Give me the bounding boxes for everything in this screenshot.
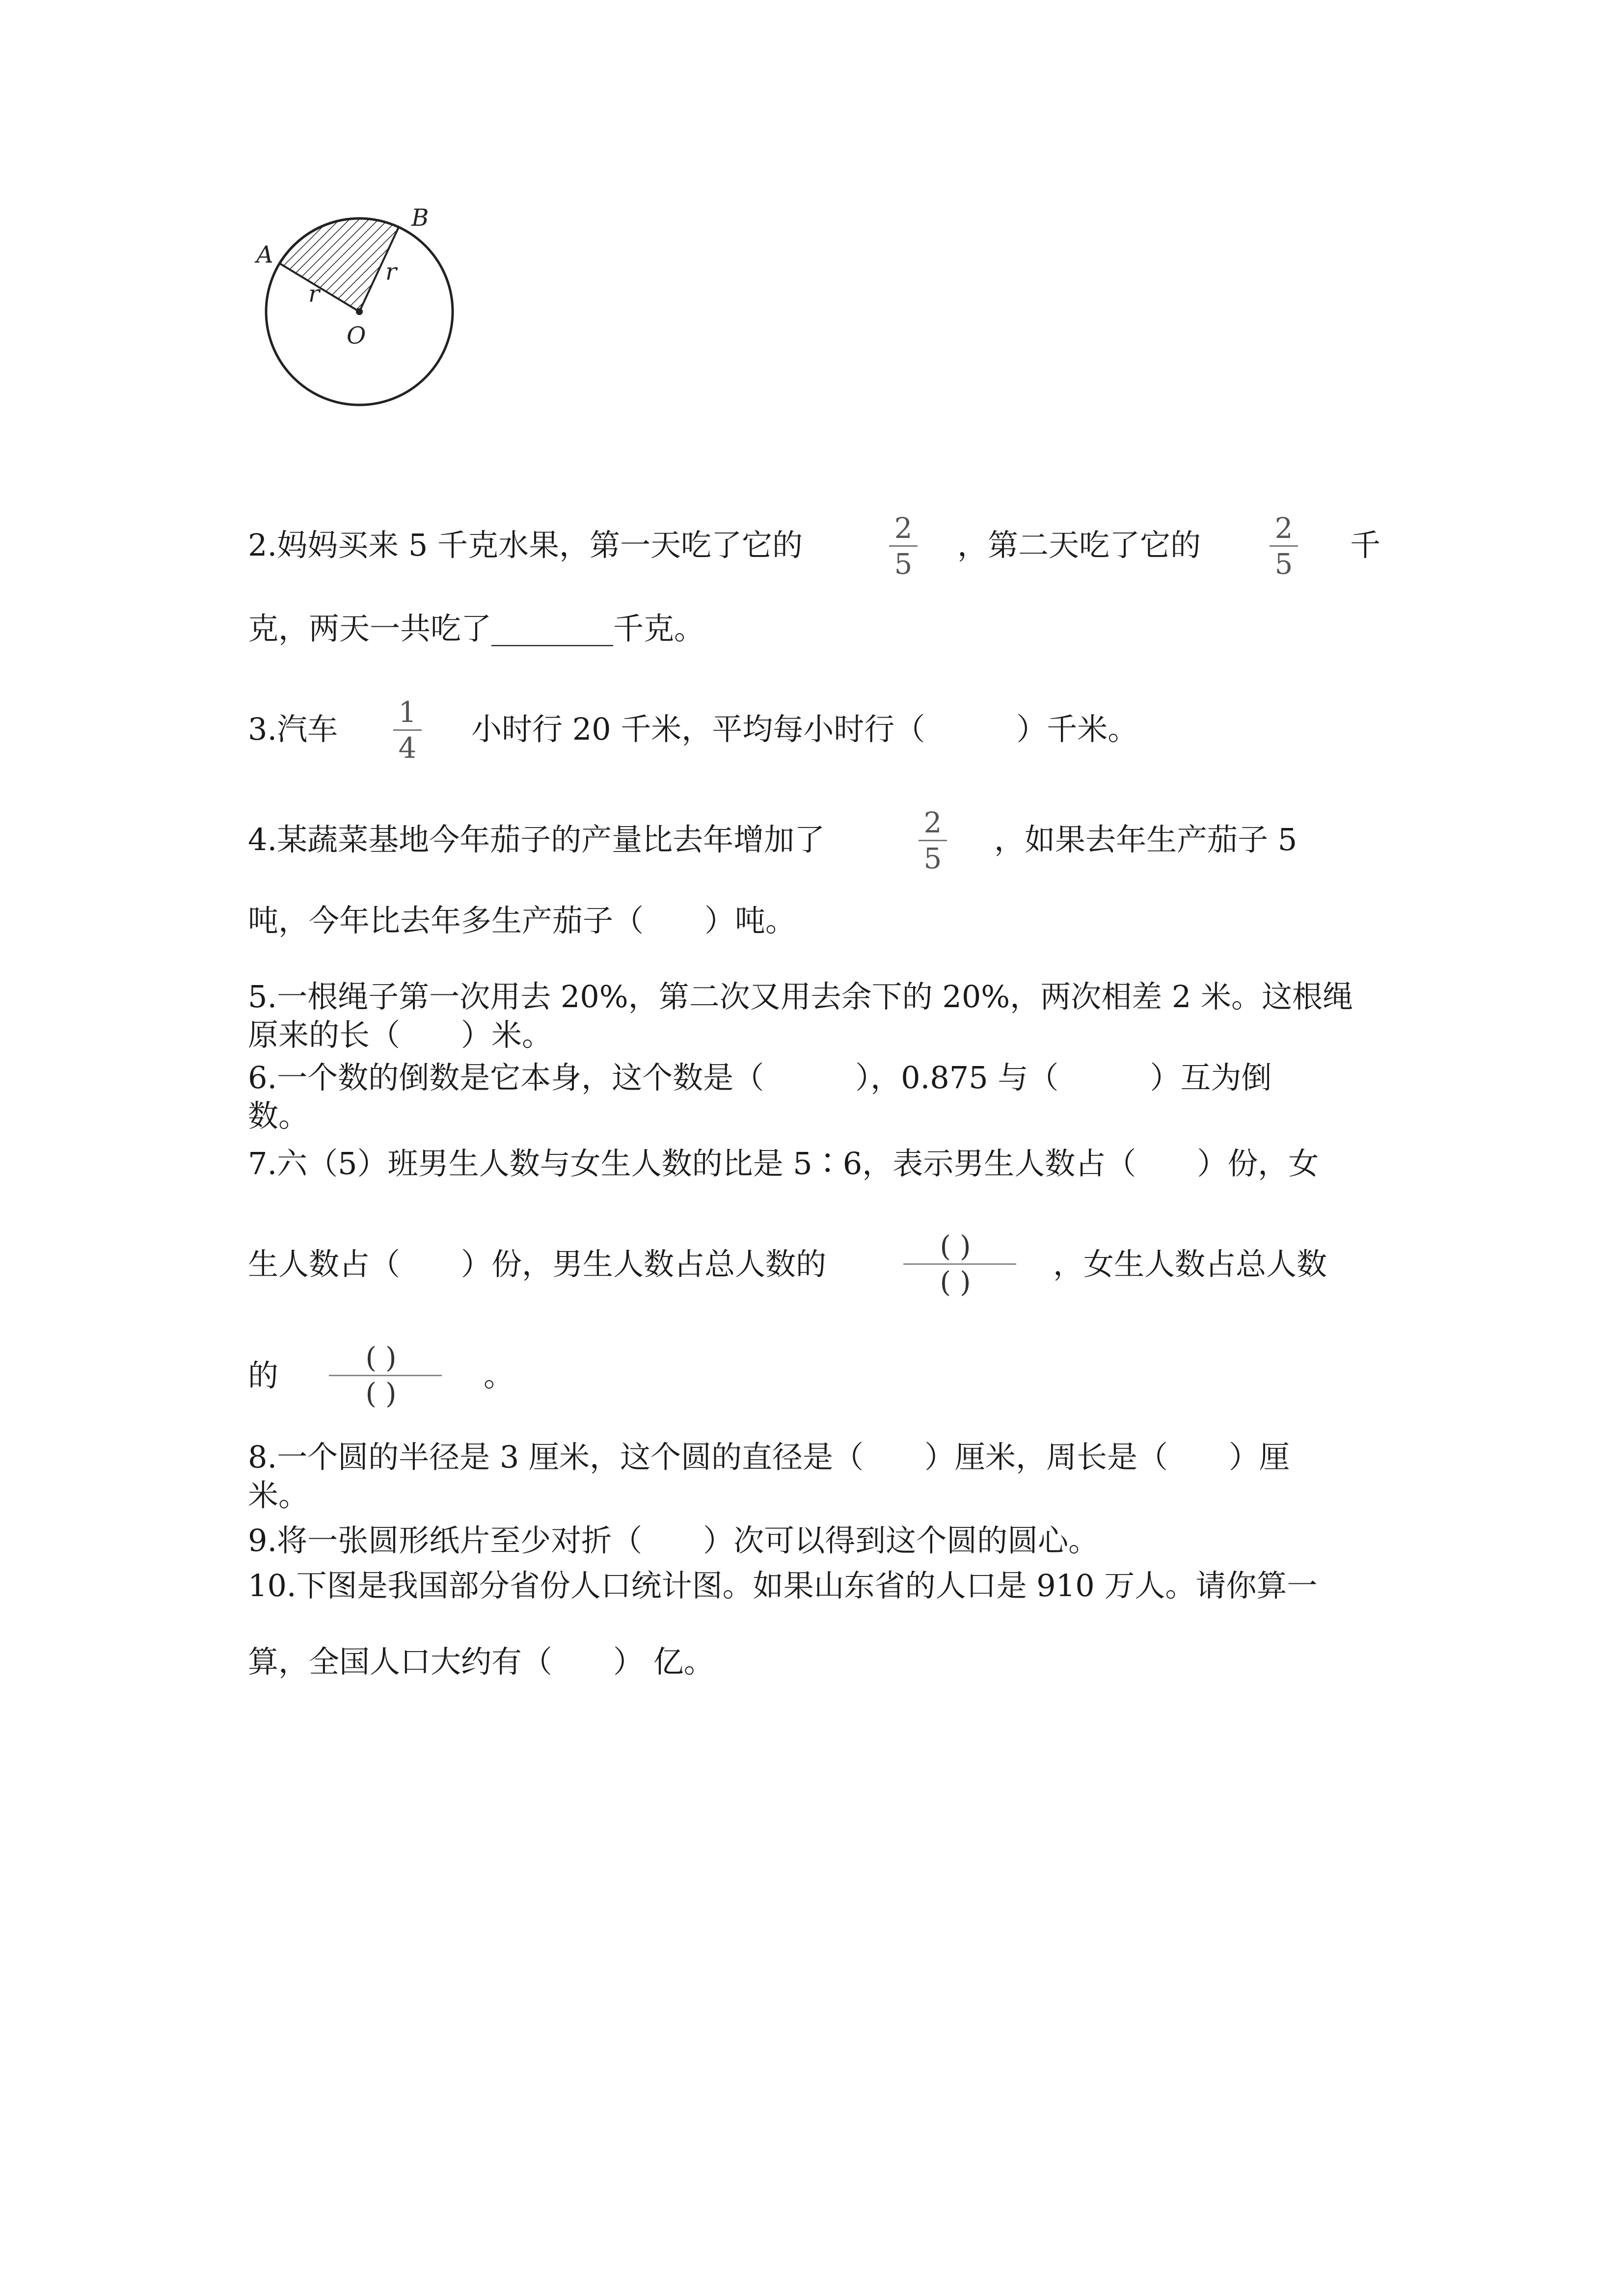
circle-sector-figure	[250, 201, 471, 417]
q2-fraction-2-numerator: 2	[1274, 511, 1293, 545]
q7-text-2b: ，女生人数占总人数	[1053, 1246, 1327, 1282]
q2-fraction-1-numerator: 2	[894, 511, 913, 545]
label-r-right: r	[385, 258, 397, 286]
q4-text-1: 4.某蔬菜基地今年茄子的产量比去年增加了	[248, 822, 825, 857]
q3-text-1: 3.汽车	[248, 711, 338, 747]
q7-text-3b: 。	[484, 1358, 514, 1393]
q6-line1: 6.一个数的倒数是它本身，这个数是（ ），0.875 与（ ）互为倒	[248, 1060, 1272, 1095]
q7-blank-fraction-1	[903, 1231, 1016, 1297]
q8-line1: 8.一个圆的半径是 3 厘米，这个圆的直径是（ ）厘米，周长是（ ）厘	[248, 1439, 1290, 1475]
q7-line1: 7.六（5）班男生人数与女生人数的比是 5∶6，表示男生人数占（ ）份，女	[248, 1146, 1319, 1181]
label-b: B	[411, 204, 429, 232]
q3-fraction-denominator: 4	[398, 731, 417, 765]
q5-line2: 原来的长（ ）米。	[248, 1017, 553, 1053]
label-o: O	[347, 322, 366, 349]
q10-line2: 算，全国人口大约有（ ） 亿。	[248, 1644, 714, 1680]
q4-fraction	[916, 807, 950, 874]
q7-line2	[248, 1246, 1426, 1288]
q2-fraction-1-denominator: 5	[894, 547, 913, 581]
q2-line2: 克，两天一共吃了________千克。	[248, 611, 705, 646]
q7-fraction-1-numerator-blank: ()	[940, 1229, 980, 1263]
fraction-bar	[889, 545, 918, 547]
q7-fraction-2-numerator-blank: ()	[365, 1341, 406, 1374]
q3-text-2: 小时行 20 千米，平均每小时行（ ）千米。	[471, 711, 1138, 747]
q7-fraction-2-denominator-blank: ()	[365, 1377, 406, 1410]
shaded-sector	[280, 219, 399, 312]
q2-text-1: 2.妈妈买来 5 千克水果，第一天吃了它的	[248, 527, 803, 563]
q8-line2: 米。	[248, 1477, 309, 1513]
fraction-bar	[903, 1263, 1016, 1265]
q6-line2: 数。	[248, 1098, 309, 1134]
fraction-bar	[329, 1375, 442, 1376]
q3-fraction-numerator: 1	[398, 695, 417, 729]
q4-fraction-numerator: 2	[923, 806, 942, 839]
q2-text-2: ，第二天吃了它的	[957, 527, 1201, 563]
q3-line1	[248, 711, 1426, 753]
fraction-bar	[919, 840, 947, 841]
q7-fraction-1-denominator-blank: ()	[940, 1265, 980, 1299]
center-point	[356, 308, 363, 315]
q4-line2: 吨，今年比去年多生产茄子（ ）吨。	[248, 903, 796, 938]
q2-text-3: 千	[1350, 527, 1381, 563]
q2-line1	[248, 527, 1426, 569]
label-r-left: r	[308, 280, 320, 308]
fraction-bar	[1270, 545, 1298, 547]
q3-fraction	[390, 697, 425, 763]
q4-fraction-denominator: 5	[923, 842, 942, 875]
q7-blank-fraction-2	[329, 1342, 442, 1409]
q10-line1: 10.下图是我国部分省份人口统计图。如果山东省的人口是 910 万人。请你算一	[248, 1568, 1318, 1603]
label-a: A	[256, 241, 273, 268]
q7-text-2a: 生人数占（ ）份，男生人数占总人数的	[248, 1246, 827, 1282]
q9-line1: 9.将一张圆形纸片至少对折（ ）次可以得到这个圆的圆心。	[248, 1522, 1099, 1558]
q2-fraction-1	[886, 513, 920, 579]
q7-text-3a: 的	[248, 1358, 279, 1393]
q2-fraction-2	[1267, 513, 1301, 579]
q2-fraction-2-denominator: 5	[1274, 547, 1293, 581]
q4-text-2: ，如果去年生产茄子 5	[994, 822, 1298, 857]
q4-line1	[248, 822, 1426, 864]
q5-line1: 5.一根绳子第一次用去 20%，第二次又用去余下的 20%，两次相差 2 米。这根绳	[248, 979, 1353, 1015]
fraction-bar	[393, 729, 422, 731]
